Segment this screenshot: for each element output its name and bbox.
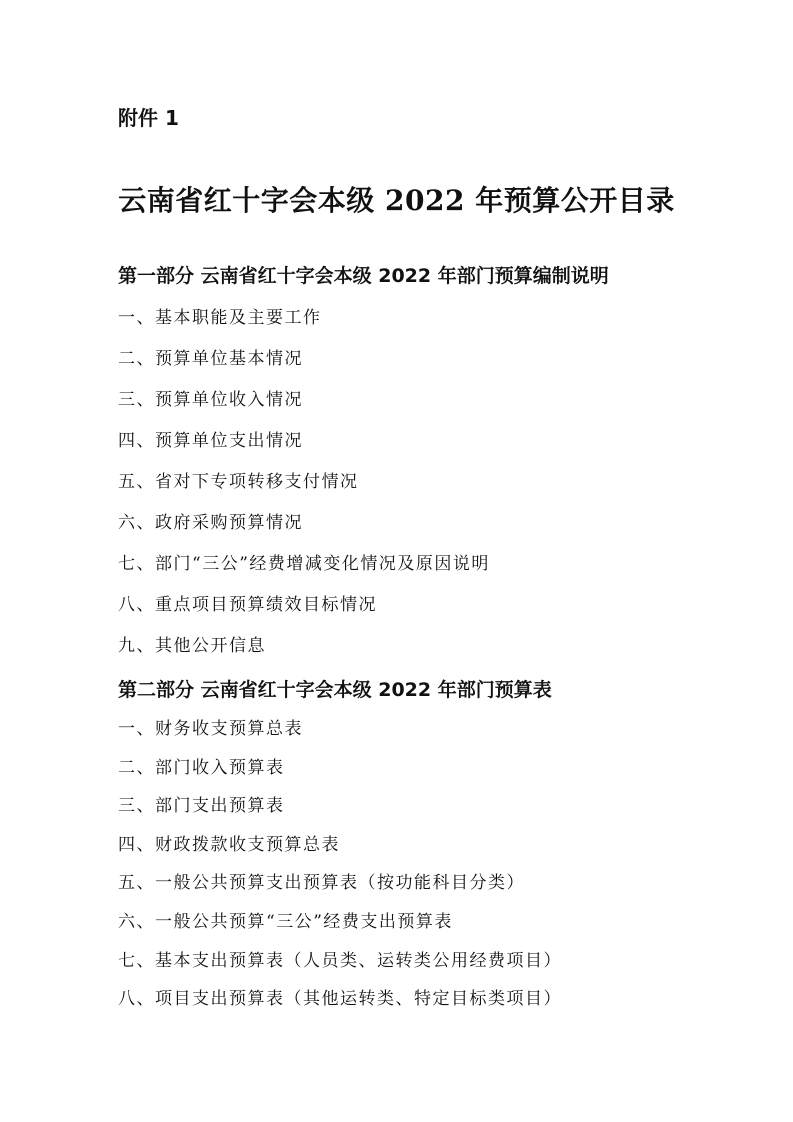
- part-two-item: 八、项目支出预算表（其他运转类、特定目标类项目）: [118, 989, 562, 1010]
- part-one-heading: 第一部分 云南省红十字会本级 2022 年部门预算编制说明: [118, 265, 609, 287]
- part-two-item: 六、一般公共预算“三公”经费支出预算表: [118, 911, 453, 932]
- document-title: 云南省红十字会本级 2022 年预算公开目录: [118, 184, 675, 217]
- part-two-item: 二、部门收入预算表: [118, 757, 285, 778]
- attachment-label: 附件 1: [118, 106, 179, 130]
- part-two-item: 三、部门支出预算表: [118, 796, 285, 817]
- part-one-item: 三、预算单位收入情况: [118, 390, 303, 410]
- part-one-list: [118, 298, 718, 667]
- part-one-section: [118, 262, 718, 667]
- part-two-list: [118, 710, 718, 1019]
- part-one-item: 八、重点项目预算绩效目标情况: [118, 595, 377, 615]
- part-one-item: 九、其他公开信息: [118, 636, 266, 656]
- part-two-item: 七、基本支出预算表（人员类、运转类公用经费项目）: [118, 950, 562, 971]
- part-two-item: 一、财务收支预算总表: [118, 719, 303, 739]
- part-two-section: [118, 676, 718, 1019]
- part-one-item: 五、省对下专项转移支付情况: [118, 472, 359, 492]
- part-one-item: 六、政府采购预算情况: [118, 513, 303, 533]
- part-one-item: 七、部门“三公”经费增减变化情况及原因说明: [118, 554, 490, 574]
- part-one-item: 一、基本职能及主要工作: [118, 308, 322, 328]
- part-two-item: 四、财政拨款收支预算总表: [118, 834, 340, 855]
- part-one-item: 二、预算单位基本情况: [118, 349, 303, 369]
- part-two-item: 五、一般公共预算支出预算表（按功能科目分类）: [118, 873, 525, 894]
- part-one-item: 四、预算单位支出情况: [118, 431, 303, 451]
- part-two-heading: 第二部分 云南省红十字会本级 2022 年部门预算表: [118, 679, 552, 701]
